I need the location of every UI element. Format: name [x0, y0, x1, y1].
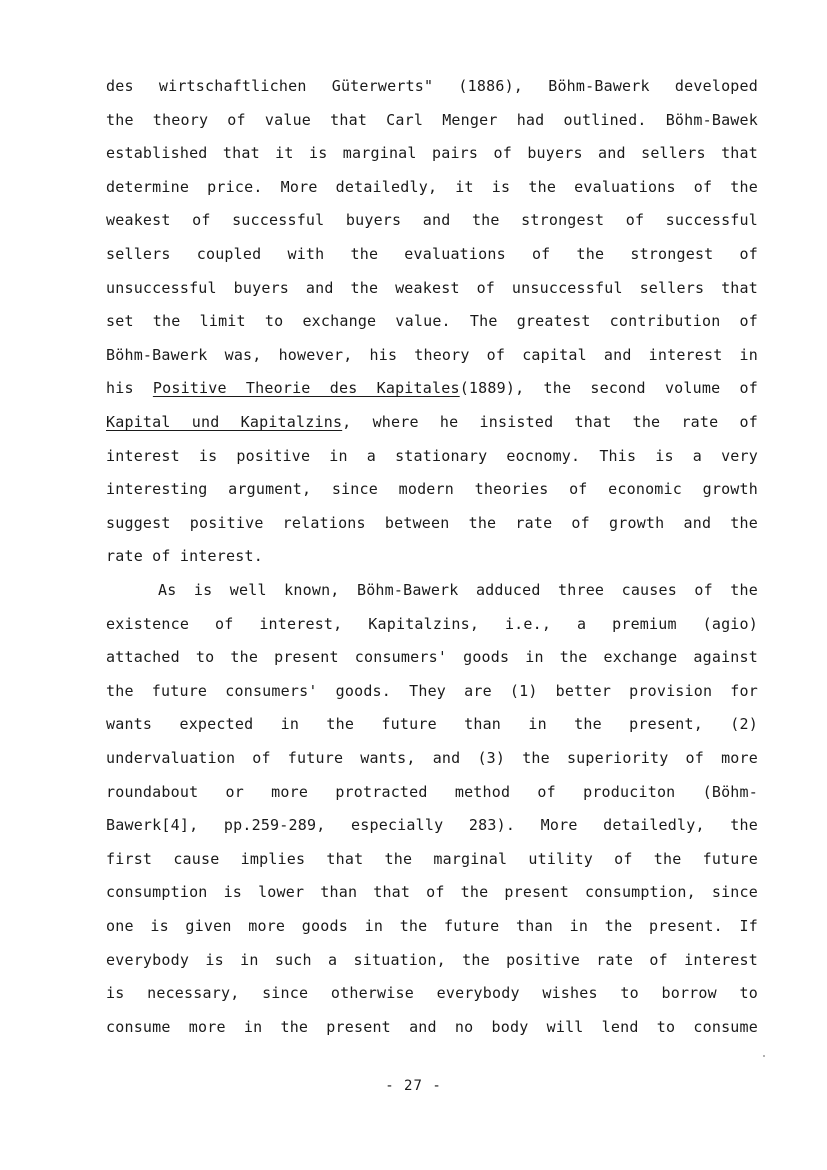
text-line-with-title: [106, 406, 758, 440]
text-line: determine price. More detailedly, it is the evaluations of the: [106, 177, 758, 196]
text-line: interest is positive in a stationary eocnomy. This is a very: [106, 446, 758, 465]
text-fragment: (1889), the second volume of: [459, 379, 758, 398]
text-fragment: , where he insisted that the rate of: [342, 412, 758, 431]
text-line: wants expected in the future than in the present, (2): [106, 715, 758, 734]
text-line: des wirtschaftlichen Güterwerts" (1886), Böhm-Bawerk developed: [106, 77, 758, 95]
text-line: interesting argument, since modern theories of economic growth: [106, 480, 758, 499]
text-line: the theory of value that Carl Menger had outlined. Böhm-Bawek: [106, 110, 758, 129]
text-line: sellers coupled with the evaluations of the strongest of: [106, 244, 758, 263]
book-title-positive-theorie: Positive Theorie des Kapitales: [152, 379, 460, 398]
text-line: is necessary, since otherwise everybody wishes to borrow to: [106, 984, 758, 1003]
text-line: rate of interest.: [106, 547, 263, 566]
text-line: undervaluation of future wants, and (3) the superiority of more: [106, 748, 758, 767]
text-line: the future consumers' goods. They are (1) better provision for: [106, 681, 758, 700]
text-line: As is well known, Böhm-Bawerk adduced three causes of the: [158, 581, 758, 599]
text-line: existence of interest, Kapitalzins, i.e., a premium (agio): [106, 614, 758, 633]
text-line: consumption is lower than that of the present consumption, since: [106, 883, 758, 902]
text-line: everybody is in such a situation, the positive rate of interest: [106, 950, 758, 969]
text-line: consume more in the present and no body will lend to consume: [106, 1017, 758, 1036]
text-line: attached to the present consumers' goods in the exchange against: [106, 648, 758, 667]
text-line: set the limit to exchange value. The greatest contribution of: [106, 312, 758, 331]
text-line: suggest positive relations between the rate of growth and the: [106, 513, 758, 532]
text-line: Bawerk[4], pp.259-289, especially 283). More detailedly, the: [106, 816, 758, 835]
text-fragment: his: [106, 379, 153, 398]
text-line: one is given more goods in the future than in the present. If: [106, 916, 758, 935]
paragraph-2: [106, 574, 758, 1044]
text-line: roundabout or more protracted method of produciton (Böhm-: [106, 782, 758, 801]
book-title-kapital-und-kapitalzins: Kapital und Kapitalzins: [106, 412, 343, 431]
scan-speck: [763, 1055, 765, 1057]
text-line: weakest of successful buyers and the strongest of successful: [106, 211, 758, 230]
paragraph-1: [106, 70, 758, 574]
text-line: Böhm-Bawerk was, however, his theory of capital and interest in: [106, 345, 758, 364]
text-line: unsuccessful buyers and the weakest of unsuccessful sellers that: [106, 278, 758, 297]
text-line-with-title: [106, 372, 758, 406]
text-line: first cause implies that the marginal utility of the future: [106, 849, 758, 868]
text-line: established that it is marginal pairs of buyers and sellers that: [106, 144, 758, 163]
page-number: - 27 -: [385, 1078, 442, 1094]
